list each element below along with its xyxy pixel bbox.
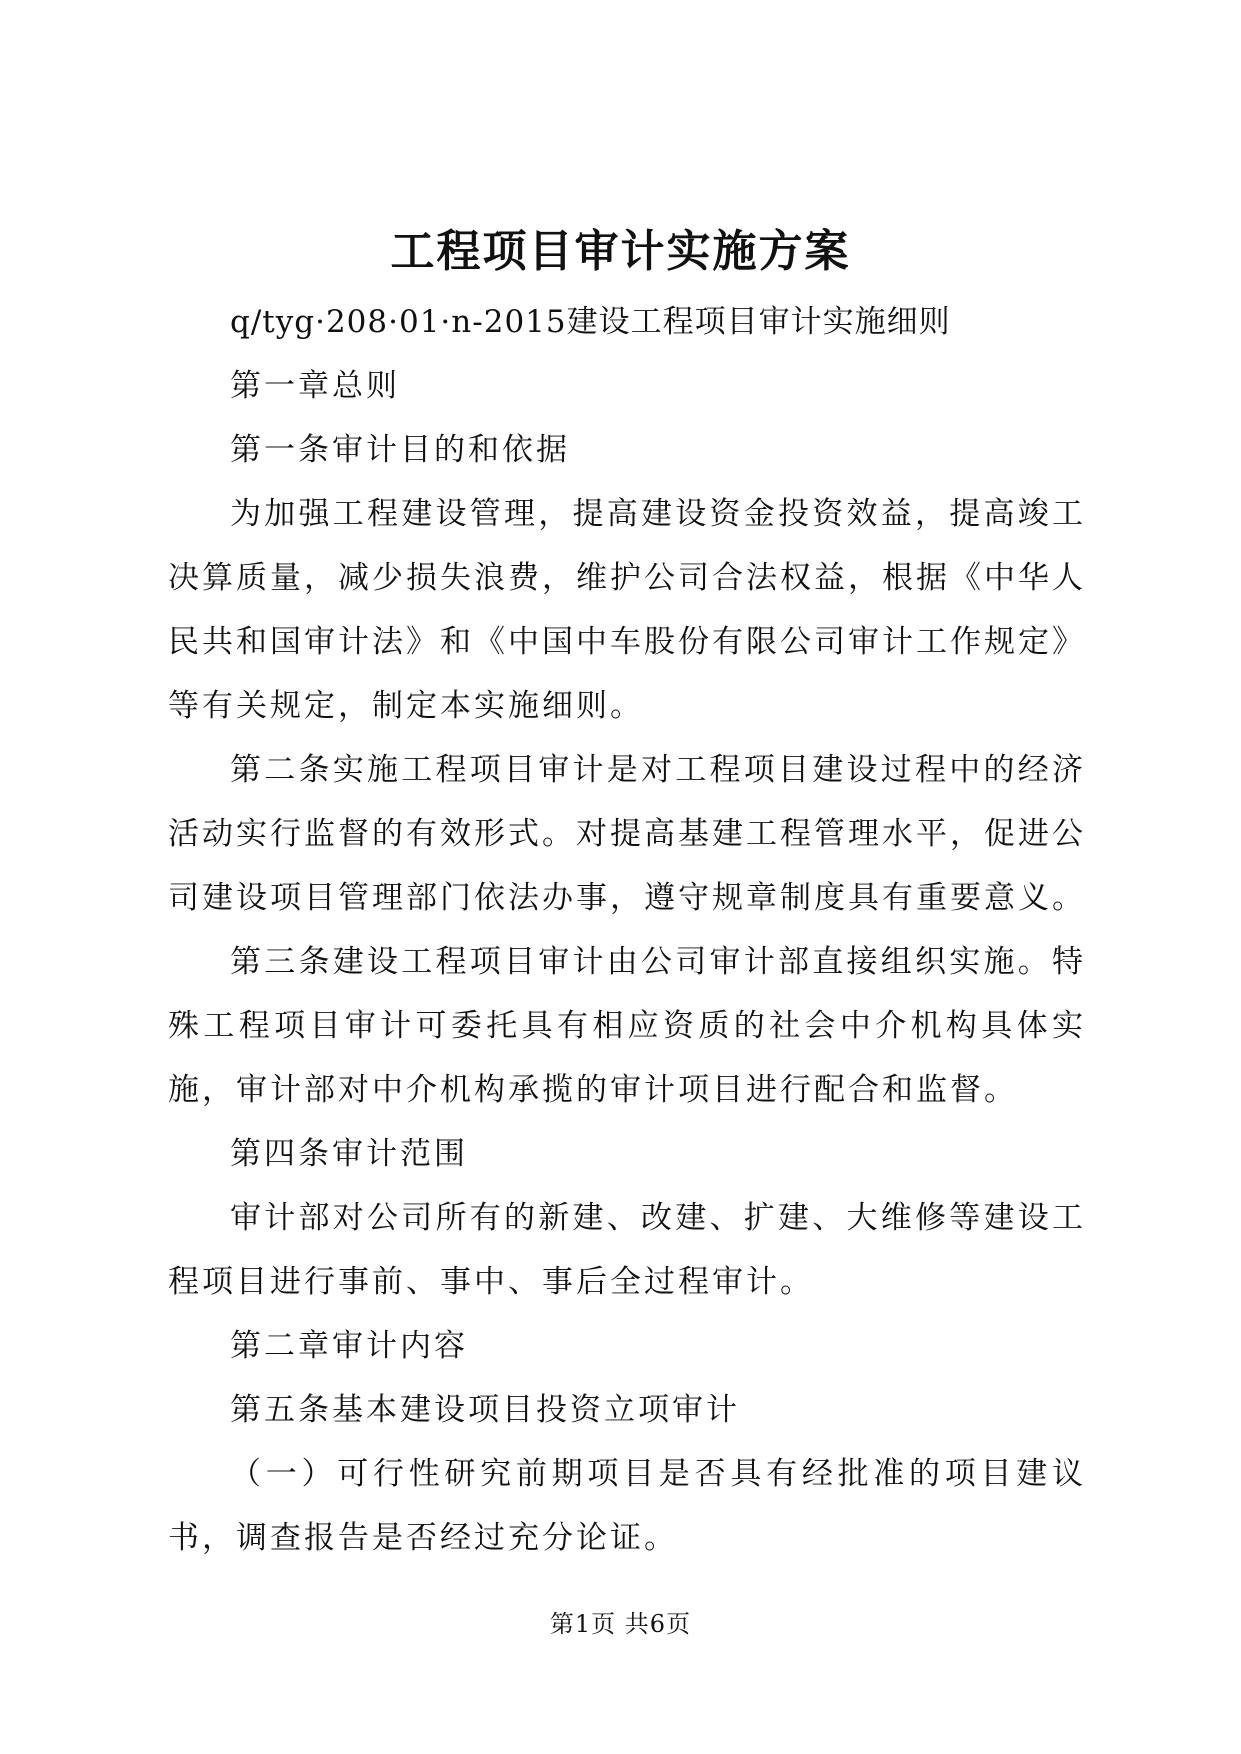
body-paragraph: （一）可行性研究前期项目是否具有经批准的项目建议书，调查报告是否经过充分论证。 [168, 1456, 1086, 1556]
page-number-footer: 第1页 共6页 [549, 1610, 692, 1638]
body-paragraph: 第三条建设工程项目审计由公司审计部直接组织实施。特殊工程项目审计可委托具有相应资质的社会中介机构具体实施，审计部对中介机构承揽的审计项目进行配合和监督。 [168, 944, 1086, 1108]
body-paragraph: 为加强工程建设管理，提高建设资金投资效益，提高竣工决算质量，减少损失浪费，维护公司合法权益，根据《中华人民共和国审计法》和《中国中车股份有限公司审计工作规定》等有关规定，制定本实施细则。 [168, 496, 1086, 724]
body-paragraph: 第二条实施工程项目审计是对工程项目建设过程中的经济活动实行监督的有效形式。对提高基建工程管理水平，促进公司建设项目管理部门依法办事，遵守规章制度具有重要意义。 [168, 752, 1086, 916]
article-heading: 第四条审计范围 [230, 1136, 468, 1172]
chapter-heading: 第一章总则 [230, 368, 400, 404]
document-title: 工程项目审计实施方案 [390, 226, 851, 277]
document-body [168, 290, 1086, 1570]
article-heading: 第一条审计目的和依据 [230, 432, 570, 468]
article-heading: 第五条基本建设项目投资立项审计 [230, 1392, 740, 1428]
body-paragraph: 审计部对公司所有的新建、改建、扩建、大维修等建设工程项目进行事前、事中、事后全过程审计。 [168, 1200, 1086, 1300]
chapter-heading: 第二章审计内容 [230, 1328, 468, 1364]
document-subtitle: q/tyg·208·01·n-2015建设工程项目审计实施细则 [230, 304, 951, 340]
